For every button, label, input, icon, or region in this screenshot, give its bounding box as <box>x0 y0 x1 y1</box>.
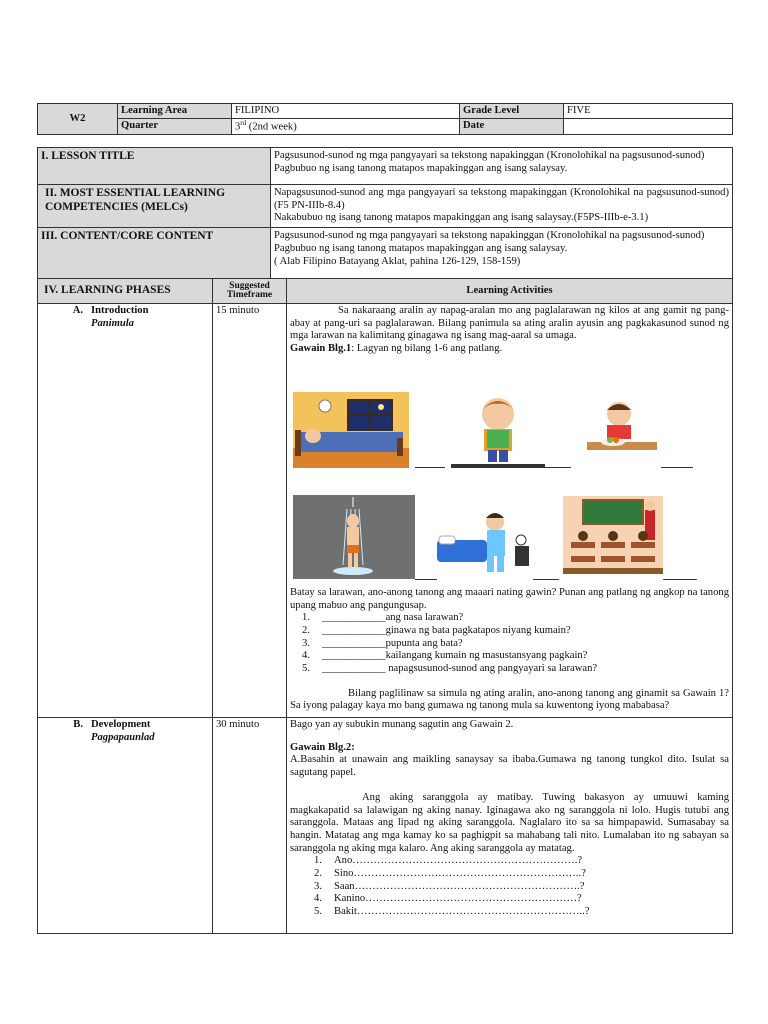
boy-bathing-image <box>293 495 415 579</box>
dev-time: 30 minuto <box>213 718 287 934</box>
content-value: Pagsusunod-sunod ng mga pangyayari sa tekstong napakinggan (Kronolohikal na pagsusunod-sunod) Pagbubuo ng isang tanong matapos mapakinggan ang isang salaysay. ( Alab Filipino Batayang Aklat, pahina 126-129, 158-159) <box>271 228 733 281</box>
melc-value: Napagsusunod-sunod ang mga pangyayari sa tekstong mapakinggan (Kronolohikal na pagsusunod-sunod)(F5 PN-IIIb-8.4) Nakabubuo ng isang tanong matapos mapakinggan ang isang salaysay.(F5PS-IIIb-e-3.1) <box>271 185 733 228</box>
header-table <box>37 103 733 135</box>
sleeping-child-image <box>293 392 409 468</box>
intro-letter: A. <box>72 305 83 316</box>
date-label: Date <box>460 119 564 135</box>
answer-blank-4[interactable] <box>415 579 437 580</box>
gawain2-label: Gawain Blg.2: <box>290 741 355 753</box>
intro-paragraph: Sa nakaraang aralin ay napag-aralan mo ang paglalarawan ng kilos at ang gamit ng pang-abay at pang-uri sa paglalarawan. Bilang panimula sa ating aralin ayusin ang pagkakasunod sunod ng mga larawan na kalimitang ginagawa ng isang mag-aaral sa umaga. <box>290 305 729 342</box>
list-item: 1. Ano……………………………………………………….? <box>314 855 583 867</box>
answer-blank-5[interactable] <box>533 579 559 580</box>
answer-blank-2[interactable] <box>543 467 571 468</box>
dev-story: Ang aking saranggola ay matibay. Tuwing bakasyon ay umuuwi kaming magkakapatid sa lalawigan ng aking nanay. Iginagawa ako ng saranggola ni lolo. Hugis tutubi ang saranggola. Mataas ang lipad ng aking saranggola. Naglalaro ito sa sa himpapawid. Sumasabay sa hangin. Matatag ang mga kamay ko sa paghigpit sa mahabang tali nito. Lumalaban ito ng sabayan sa saranggola ng aking mga kalaro. Ang aking saranggola ay matatag. <box>290 791 729 854</box>
lesson-info-table <box>37 147 733 281</box>
intro-phase-cell <box>38 304 213 718</box>
lesson-title-value: Pagsusunod-sunod ng mga pangyayari sa tekstong napakinggan (Kronolohikal na pagsusunod-sunod) Pagbubuo ng isang tanong matapos mapakinggan ang isang salaysay. <box>271 148 733 185</box>
answer-blank-1[interactable] <box>415 467 445 468</box>
list-item: 3. ____________pupunta ang bata? <box>302 637 463 649</box>
list-item: 5. Bakit………………………………………………………..? <box>314 906 590 918</box>
content-label: III. CONTENT/CORE CONTENT <box>38 228 271 281</box>
intro-closing-paragraph: Bilang paglilinaw sa simula ng ating aralin, ano-anong tanong ang ginamit sa Gawain 1? Sa iyong palagay kaya mo bang gumawa ng tanong mula sa kuwentong iyong mababasa? <box>290 687 729 712</box>
list-item: 3. Saan……………………………………………………….? <box>314 880 585 892</box>
learning-area-value: FILIPINO <box>232 104 460 119</box>
intro-activities <box>287 304 733 718</box>
dev-intro-line: Bago yan ay subukin munang sagutin ang Gawain 2. <box>290 719 514 730</box>
melc-label: II. MOST ESSENTIAL LEARNING COMPETENCIES (MELCs) <box>38 185 271 228</box>
dev-letter: B. <box>73 719 83 730</box>
gawain2-instruction: A.Basahin at unawain ang maikling sanaysay sa ibaba.Gumawa ng tanong tungkol dito. Isulat sa sagutang papel. <box>290 754 729 779</box>
list-item: 1. ____________ang nasa larawan? <box>302 612 464 624</box>
quarter-value: 3rd (2nd week) <box>232 119 460 135</box>
answer-blank-3[interactable] <box>661 467 693 468</box>
intro-time: 15 minuto <box>213 304 287 718</box>
dev-activities <box>287 718 733 934</box>
grade-level-value: FIVE <box>564 104 733 119</box>
intro-question-list <box>290 612 729 676</box>
list-item: 4. Kanino……………………………………………………? <box>314 893 582 905</box>
classroom-image <box>563 496 663 574</box>
quarter-label: Quarter <box>118 119 232 135</box>
gawain1-label: Gawain Blg.1 <box>290 343 352 355</box>
grade-level-label: Grade Level <box>460 104 564 119</box>
intro-question-prompt: Batay sa larawan, ano-anong tanong ang maaari nating gawin? Punan ang patlang ng angkop na tanong upang mabuo ang pangungusap. <box>290 586 729 611</box>
phase-column-header: IV. LEARNING PHASES <box>38 279 213 304</box>
dev-subtitle: Pagpapaunlad <box>91 731 155 743</box>
intro-title: Introduction <box>91 305 149 316</box>
list-item: 4. ____________kailangang kumain ng masustansyang pagkain? <box>302 650 588 662</box>
week-badge: W2 <box>38 104 118 135</box>
learning-phases-table <box>37 278 733 934</box>
activities-column-header: Learning Activities <box>287 279 733 304</box>
list-item: 2. ____________ginawa ng bata pagkatapos niyang kumain? <box>302 624 571 636</box>
time-column-header: Suggested Timeframe <box>213 279 287 304</box>
intro-subtitle: Panimula <box>91 317 134 329</box>
list-item: 2. Sino………………………………………………………..? <box>314 868 586 880</box>
lesson-title-label: I. LESSON TITLE <box>38 148 271 185</box>
dev-question-list <box>290 855 729 919</box>
date-value <box>564 119 733 135</box>
list-item: 5. ____________ napagsusunod-sunod ang pangyayari sa larawan? <box>302 663 598 675</box>
answer-blank-6[interactable] <box>663 579 697 580</box>
boy-eating-image <box>583 396 661 458</box>
gawain1-instruction: : Lagyan ng bilang 1-6 ang patlang. <box>351 343 503 355</box>
boy-with-bag-image <box>451 392 545 468</box>
dev-title: Development <box>91 719 151 730</box>
dev-phase-cell <box>38 718 213 934</box>
boy-waking-up-image <box>437 502 533 580</box>
learning-area-label: Learning Area <box>118 104 232 119</box>
